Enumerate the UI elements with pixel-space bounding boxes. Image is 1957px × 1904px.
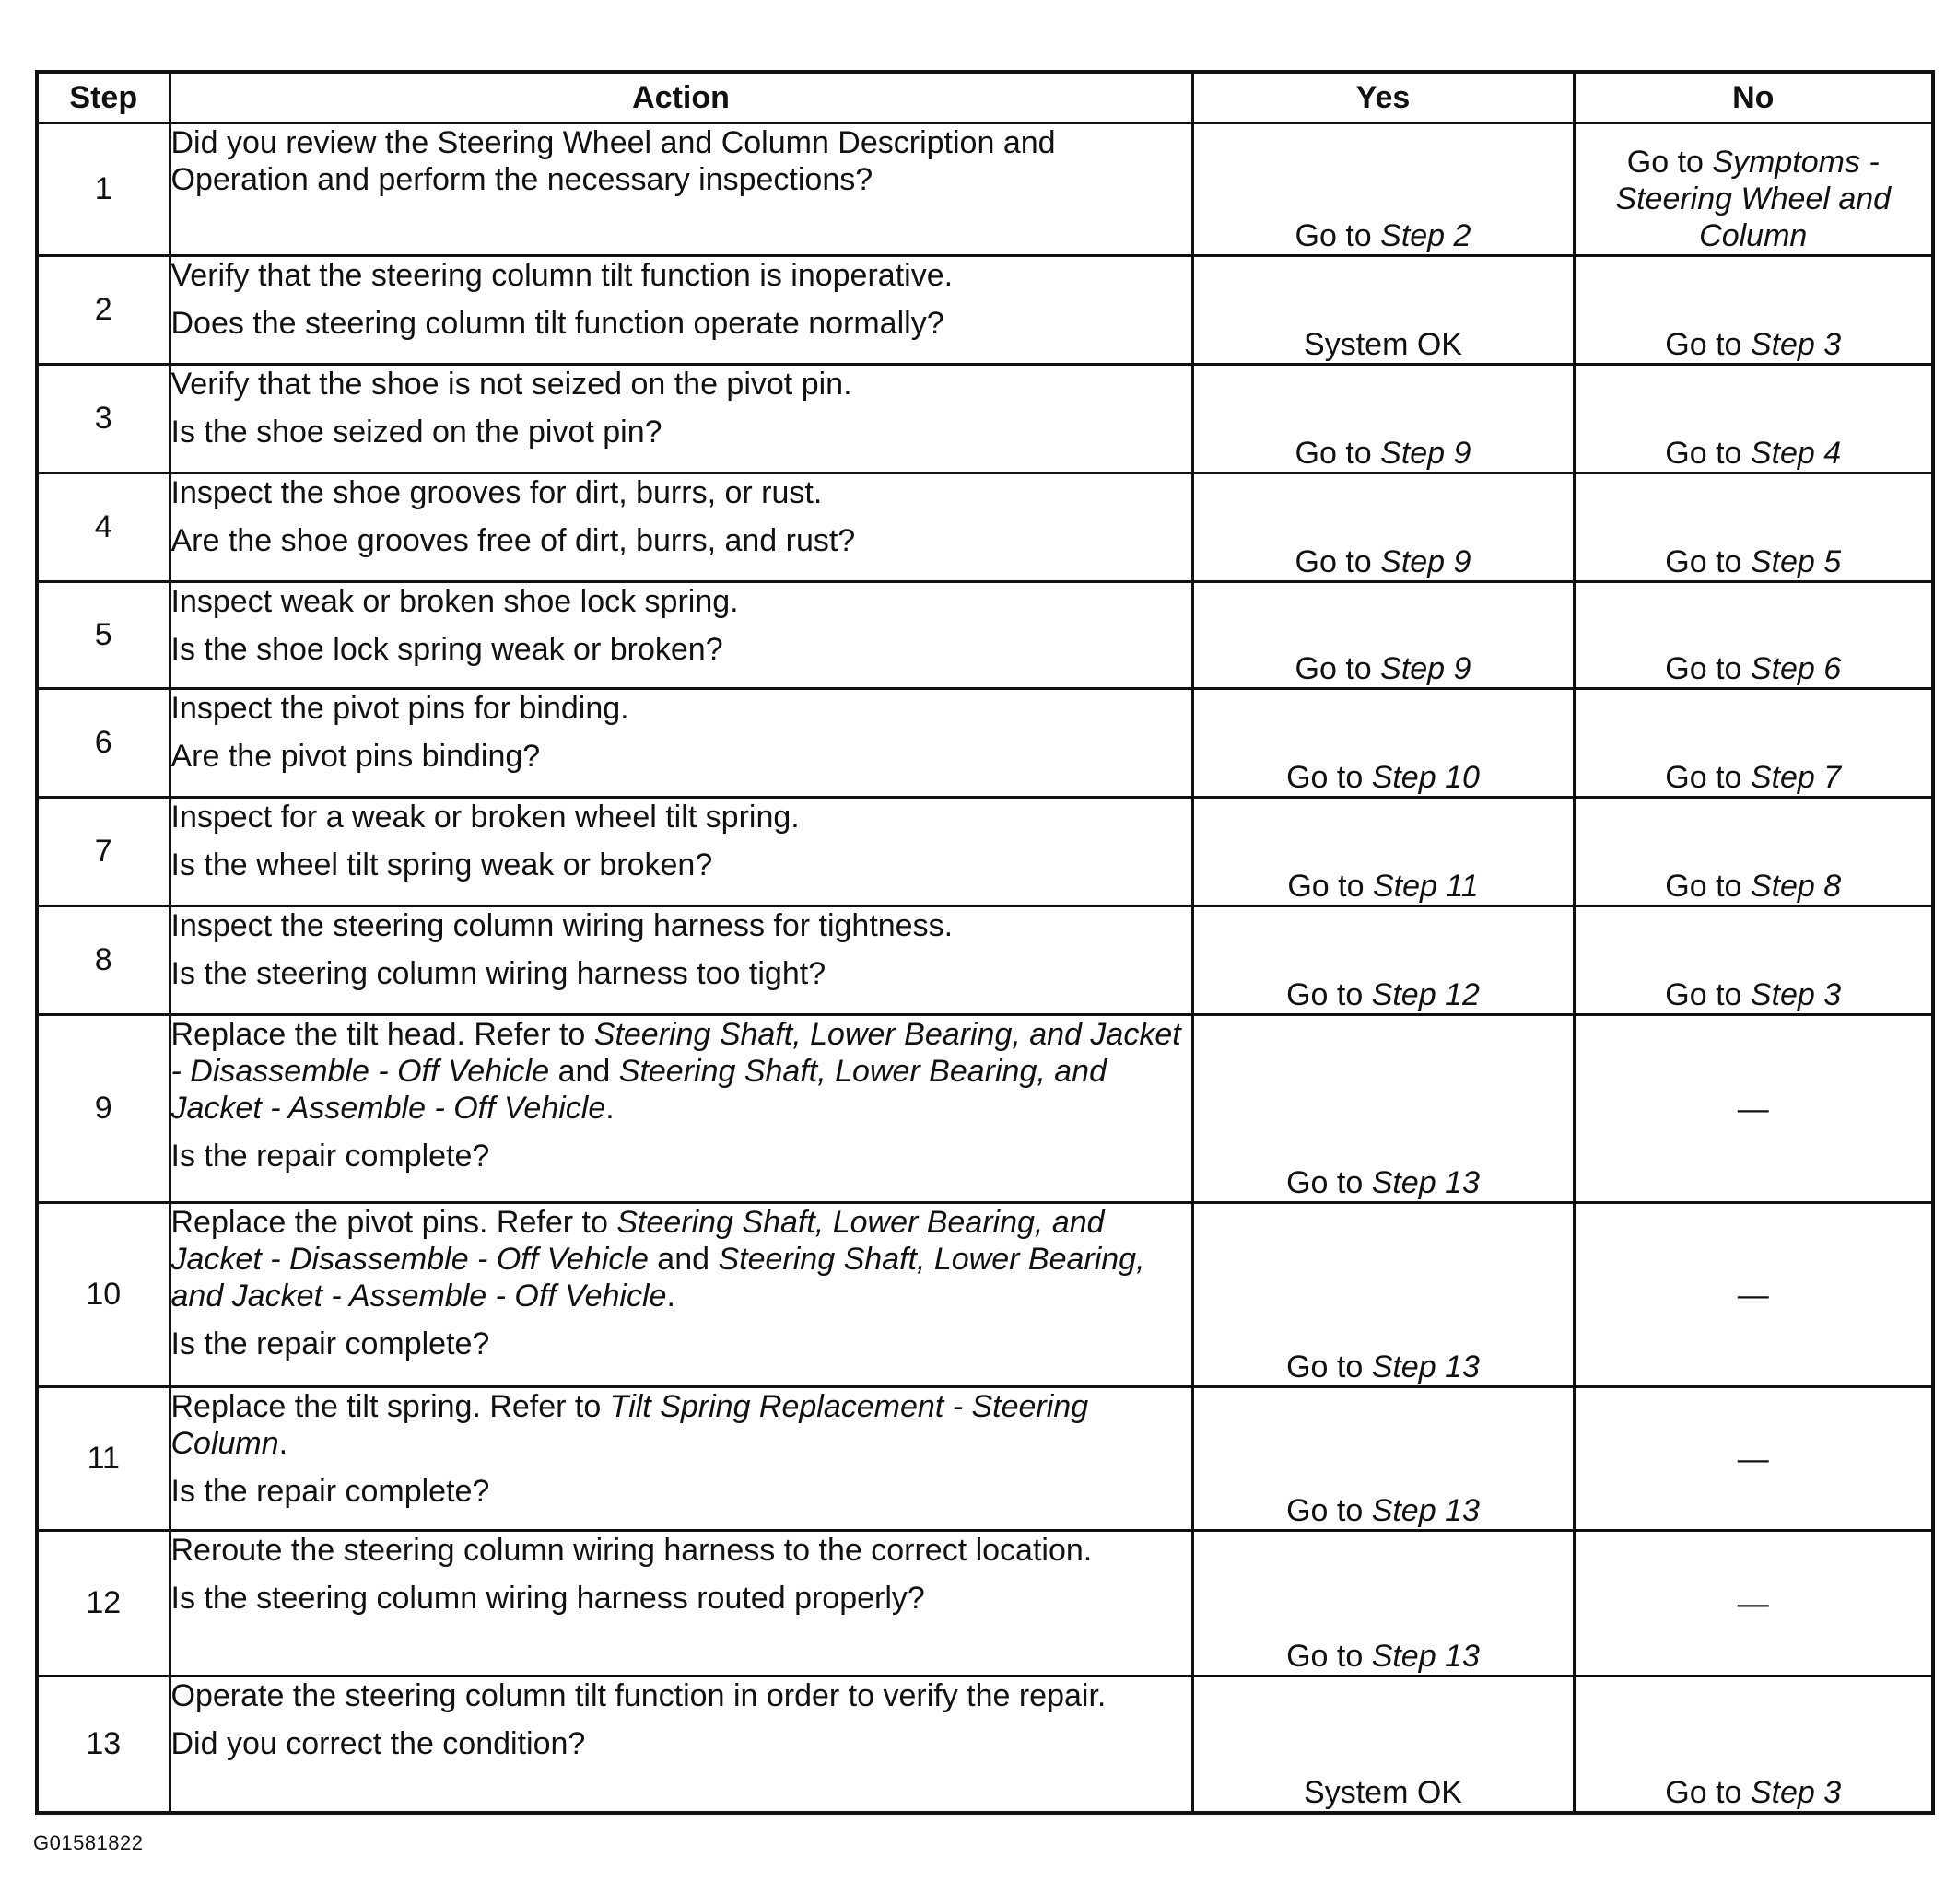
table-row <box>37 1203 1933 1387</box>
plain-text: Is the repair complete? <box>170 1326 490 1361</box>
reference-text: Step 9 <box>1380 651 1471 686</box>
action-cell <box>170 1203 1192 1387</box>
no-result <box>1574 906 1933 1015</box>
step-number: 8 <box>37 906 170 1015</box>
action-paragraph <box>171 738 1191 775</box>
action-cell <box>170 1676 1192 1813</box>
action-cell <box>170 123 1192 256</box>
plain-text: Go to <box>1665 436 1751 471</box>
action-paragraph <box>171 366 1191 403</box>
diagnostic-table <box>35 70 1935 1815</box>
table-row <box>37 365 1933 473</box>
reference-text: Step 3 <box>1750 1774 1842 1810</box>
plain-text: Go to <box>1286 1639 1372 1674</box>
no-result <box>1574 256 1933 365</box>
yes-result <box>1192 906 1574 1015</box>
yes-result <box>1192 798 1574 906</box>
action-paragraph <box>171 1138 1191 1174</box>
plain-text: Go to <box>1665 651 1751 686</box>
reference-text: Step 13 <box>1371 1493 1480 1528</box>
no-result <box>1574 1676 1933 1813</box>
reference-text: Steering Shaft, Lower Bearing, and Jacket - Assemble - Off Vehicle <box>170 1054 1107 1126</box>
plain-text: Is the steering column wiring harness too tight? <box>170 956 826 991</box>
yes-result <box>1192 123 1574 256</box>
plain-text: Is the shoe seized on the pivot pin? <box>170 415 662 450</box>
action-paragraph <box>171 1204 1191 1314</box>
table-row <box>37 1387 1933 1531</box>
plain-text: Is the wheel tilt spring weak or broken? <box>170 847 713 882</box>
reference-text: Step 7 <box>1750 760 1842 795</box>
plain-text: Replace the tilt spring. Refer to <box>170 1389 610 1424</box>
plain-text: Inspect for a weak or broken wheel tilt spring. <box>170 800 800 835</box>
plain-text: Go to <box>1295 651 1381 686</box>
yes-result <box>1192 1387 1574 1531</box>
step-number: 5 <box>37 582 170 689</box>
reference-text: Step 11 <box>1372 869 1479 904</box>
plain-text: Go to <box>1295 218 1381 253</box>
action-paragraph <box>171 522 1191 559</box>
reference-text: Step 6 <box>1750 651 1842 686</box>
no-result <box>1574 689 1933 798</box>
action-cell <box>170 1015 1192 1203</box>
no-result <box>1574 123 1933 256</box>
reference-text: Steering Shaft, Lower Bearing, and Jacket - Disassemble - Off Vehicle <box>170 1205 1105 1277</box>
yes-result <box>1192 1531 1574 1676</box>
reference-text: Step 9 <box>1380 436 1471 471</box>
plain-text: System OK <box>1304 327 1462 362</box>
plain-text: Reroute the steering column wiring harness to the correct location. <box>170 1533 1093 1568</box>
action-cell <box>170 256 1192 365</box>
plain-text: Go to <box>1295 436 1381 471</box>
table-row <box>37 689 1933 798</box>
action-cell <box>170 582 1192 689</box>
reference-text: Step 10 <box>1371 760 1480 795</box>
no-result <box>1574 1531 1933 1676</box>
figure-id: G01581822 <box>33 1831 144 1854</box>
step-number: 6 <box>37 689 170 798</box>
action-paragraph <box>171 690 1191 727</box>
header-yes: Yes <box>1192 72 1574 123</box>
plain-text: and <box>648 1242 719 1277</box>
yes-result <box>1192 689 1574 798</box>
table-row <box>37 906 1933 1015</box>
table-row <box>37 582 1933 689</box>
plain-text: Go to <box>1286 1493 1372 1528</box>
plain-text: Inspect the pivot pins for binding. <box>170 691 629 726</box>
step-number: 7 <box>37 798 170 906</box>
plain-text: Inspect weak or broken shoe lock spring. <box>170 584 739 619</box>
yes-result <box>1192 256 1574 365</box>
step-number: 13 <box>37 1676 170 1813</box>
action-paragraph <box>171 1388 1191 1462</box>
table-row <box>37 1015 1933 1203</box>
step-number: 9 <box>37 1015 170 1203</box>
plain-text: Is the steering column wiring harness routed properly? <box>170 1581 925 1616</box>
plain-text: Go to <box>1286 977 1372 1012</box>
yes-result <box>1192 1203 1574 1387</box>
plain-text: System OK <box>1304 1774 1462 1810</box>
header-no: No <box>1574 72 1933 123</box>
plain-text: Operate the steering column tilt function in order to verify the repair. <box>170 1678 1107 1713</box>
reference-text: Step 4 <box>1750 436 1842 471</box>
yes-result <box>1192 1676 1574 1813</box>
reference-text: Step 8 <box>1750 869 1842 904</box>
reference-text: Step 12 <box>1371 977 1480 1012</box>
no-result <box>1574 582 1933 689</box>
plain-text: — <box>1737 1277 1769 1313</box>
action-cell <box>170 798 1192 906</box>
plain-text: Go to <box>1665 1774 1751 1810</box>
step-number: 1 <box>37 123 170 256</box>
step-number: 2 <box>37 256 170 365</box>
yes-result <box>1192 473 1574 582</box>
reference-text: Step 2 <box>1380 218 1471 253</box>
no-result <box>1574 473 1933 582</box>
action-cell <box>170 1387 1192 1531</box>
table-row <box>37 1676 1933 1813</box>
reference-text: Step 13 <box>1371 1165 1480 1200</box>
plain-text: Did you review the Steering Wheel and Column Description and Operation and perform the necessary inspections? <box>170 125 1056 197</box>
plain-text: Is the shoe lock spring weak or broken? <box>170 632 723 667</box>
table-row <box>37 798 1933 906</box>
plain-text: — <box>1737 1441 1769 1477</box>
action-cell <box>170 1531 1192 1676</box>
reference-text: Step 9 <box>1380 544 1471 579</box>
plain-text: and <box>549 1054 619 1089</box>
table-row <box>37 473 1933 582</box>
action-paragraph <box>171 799 1191 835</box>
reference-text: Tilt Spring Replacement - Steering Column <box>170 1389 1089 1461</box>
reference-text: Symptoms - Steering Wheel and Column <box>1615 145 1892 253</box>
plain-text: Go to <box>1287 869 1373 904</box>
action-paragraph <box>171 1580 1191 1617</box>
plain-text: Go to <box>1286 1349 1372 1384</box>
plain-text: Verify that the steering column tilt function is inoperative. <box>170 258 954 293</box>
action-cell <box>170 689 1192 798</box>
action-paragraph <box>171 631 1191 668</box>
plain-text: Is the repair complete? <box>170 1474 490 1509</box>
action-paragraph <box>171 955 1191 992</box>
action-paragraph <box>171 1016 1191 1127</box>
reference-text: Step 3 <box>1750 977 1842 1012</box>
reference-text: Step 13 <box>1371 1639 1480 1674</box>
action-cell <box>170 365 1192 473</box>
plain-text: Go to <box>1286 760 1372 795</box>
plain-text: . <box>666 1279 675 1314</box>
plain-text: Replace the tilt head. Refer to <box>170 1017 594 1052</box>
step-number: 10 <box>37 1203 170 1387</box>
header-action: Action <box>170 72 1192 123</box>
action-paragraph <box>171 847 1191 883</box>
yes-result <box>1192 365 1574 473</box>
plain-text: Go to <box>1665 760 1751 795</box>
action-paragraph <box>171 1326 1191 1362</box>
no-result <box>1574 1015 1933 1203</box>
table-row <box>37 1531 1933 1676</box>
action-paragraph <box>171 305 1191 342</box>
plain-text: Replace the pivot pins. Refer to <box>170 1205 617 1240</box>
table-row <box>37 123 1933 256</box>
plain-text: Go to <box>1665 977 1751 1012</box>
no-result <box>1574 1387 1933 1531</box>
table-body <box>37 123 1933 1813</box>
step-number: 4 <box>37 473 170 582</box>
no-result <box>1574 1203 1933 1387</box>
plain-text: . <box>605 1091 615 1126</box>
plain-text: Go to <box>1665 869 1751 904</box>
action-paragraph <box>171 1532 1191 1569</box>
plain-text: Does the steering column tilt function operate normally? <box>170 306 944 341</box>
action-paragraph <box>171 1725 1191 1762</box>
action-paragraph <box>171 1677 1191 1714</box>
action-paragraph <box>171 124 1191 198</box>
action-cell <box>170 906 1192 1015</box>
reference-text: Steering Shaft, Lower Bearing, and Jacket - Disassemble - Off Vehicle <box>170 1017 1181 1089</box>
action-paragraph <box>171 257 1191 294</box>
plain-text: . <box>278 1426 288 1461</box>
no-result <box>1574 798 1933 906</box>
plain-text: Go to <box>1665 327 1751 362</box>
plain-text: — <box>1737 1585 1769 1621</box>
yes-result <box>1192 1015 1574 1203</box>
reference-text: Step 13 <box>1371 1349 1480 1384</box>
plain-text: Go to <box>1295 544 1381 579</box>
action-paragraph <box>171 414 1191 450</box>
step-number: 11 <box>37 1387 170 1531</box>
table-row <box>37 256 1933 365</box>
plain-text: Inspect the shoe grooves for dirt, burrs, or rust. <box>170 475 823 510</box>
reference-text: Step 5 <box>1750 544 1842 579</box>
step-number: 12 <box>37 1531 170 1676</box>
action-paragraph <box>171 474 1191 511</box>
action-paragraph <box>171 583 1191 620</box>
plain-text: Are the pivot pins binding? <box>170 739 541 774</box>
plain-text: Go to <box>1286 1165 1372 1200</box>
reference-text: Steering Shaft, Lower Bearing, and Jacket - Assemble - Off Vehicle <box>170 1242 1145 1314</box>
plain-text: Go to <box>1665 544 1751 579</box>
plain-text: Verify that the shoe is not seized on the pivot pin. <box>170 367 852 402</box>
plain-text: Is the repair complete? <box>170 1139 490 1174</box>
action-cell <box>170 473 1192 582</box>
plain-text: Inspect the steering column wiring harness for tightness. <box>170 908 954 943</box>
step-number: 3 <box>37 365 170 473</box>
header-step: Step <box>37 72 170 123</box>
plain-text: Did you correct the condition? <box>170 1726 586 1761</box>
plain-text: Are the shoe grooves free of dirt, burrs, and rust? <box>170 523 856 558</box>
reference-text: Step 3 <box>1750 327 1842 362</box>
yes-result <box>1192 582 1574 689</box>
header-row <box>37 72 1933 123</box>
plain-text: — <box>1737 1091 1769 1127</box>
no-result <box>1574 365 1933 473</box>
action-paragraph <box>171 907 1191 944</box>
plain-text: Go to <box>1626 145 1713 180</box>
action-paragraph <box>171 1473 1191 1510</box>
